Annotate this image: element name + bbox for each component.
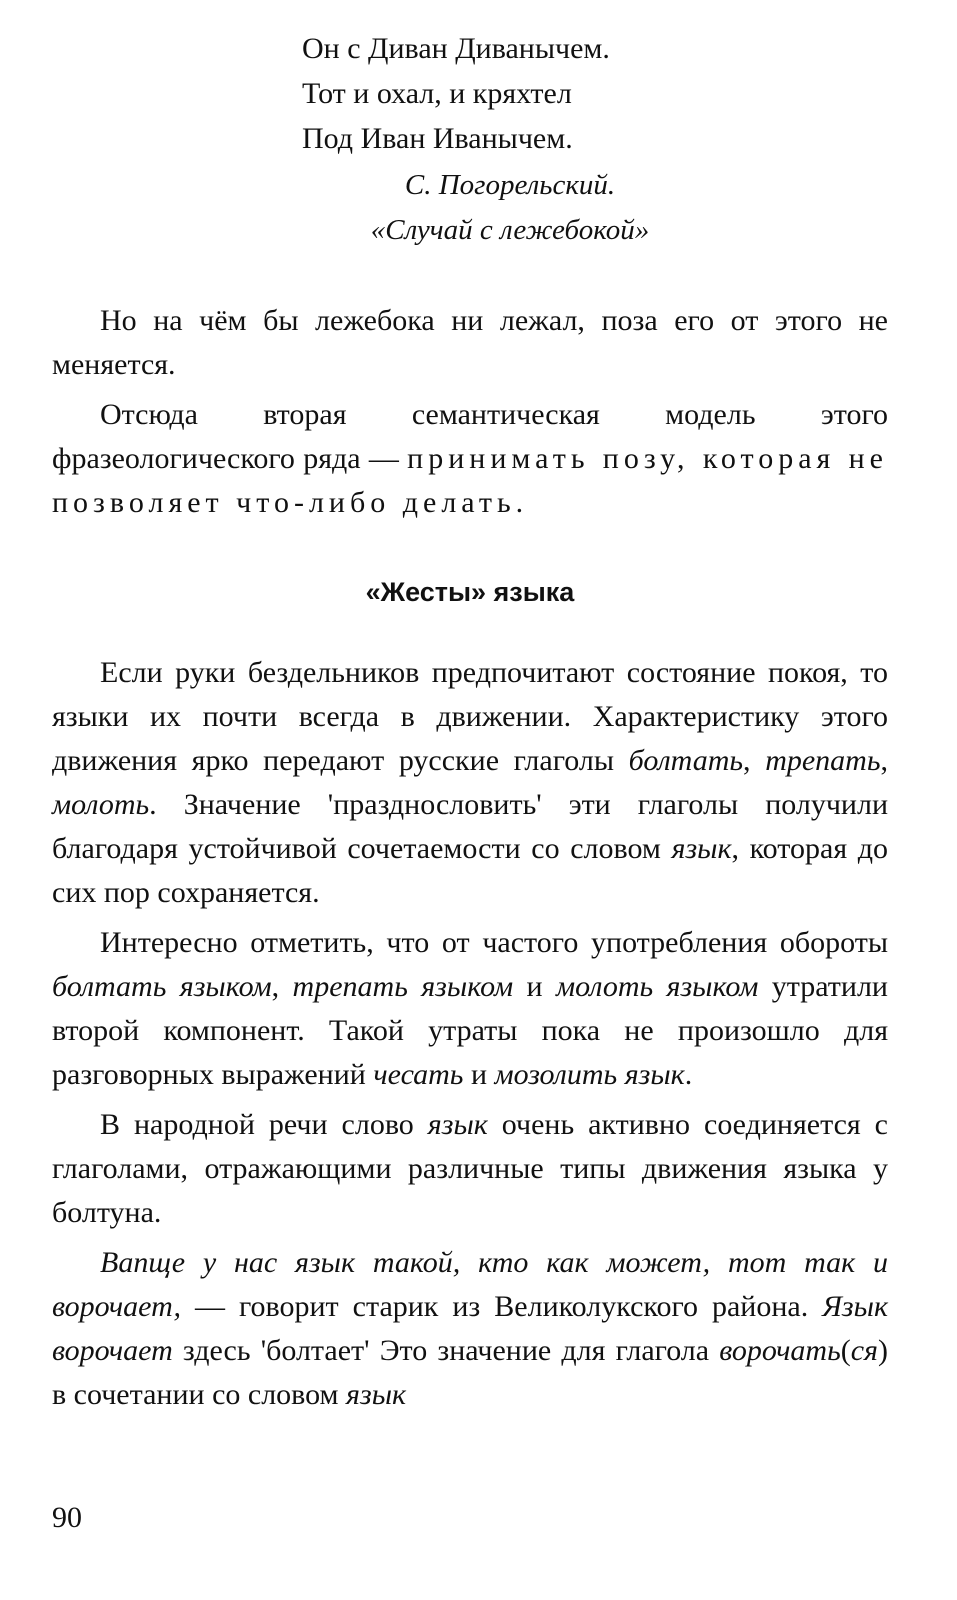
italic-term: трепать языком <box>292 970 514 1003</box>
paragraph <box>52 1241 888 1417</box>
italic-term: молоть языком <box>555 970 759 1003</box>
page-number: 90 <box>52 1501 82 1534</box>
paragraph-text: очень активно соединяется с глаголами, отражающими различные типы движения языка у болтуна. <box>52 1108 888 1229</box>
paragraph-text: ) в сочетании со словом <box>52 1334 888 1411</box>
italic-term: молоть <box>52 788 150 821</box>
paragraph-text: , <box>880 744 888 777</box>
attribution-author: С. Погорельский. <box>404 169 616 201</box>
italic-term: язык <box>671 832 732 865</box>
italic-term: болтать <box>628 744 744 777</box>
paragraph <box>52 393 888 525</box>
paragraph-text: ( <box>840 1334 851 1367</box>
verse-attribution <box>52 163 888 253</box>
italic-term: Язык ворочает <box>52 1290 888 1367</box>
paragraph-text: утратили второй компонент. Такой утраты пока не произошло для разговорных выражений <box>52 970 888 1091</box>
italic-term: язык <box>427 1108 488 1141</box>
paragraph-text: Отсюда вторая семантическая модель этого фразеологического ряда — <box>52 398 888 475</box>
paragraph <box>52 921 888 1097</box>
book-page <box>52 26 888 1417</box>
italic-term: трепать <box>765 744 881 777</box>
italic-term: мозолить язык <box>494 1058 685 1091</box>
attribution-title: «Случай с лежебокой» <box>370 214 650 246</box>
paragraph-text: . <box>684 1058 693 1091</box>
italic-term: язык <box>346 1378 407 1411</box>
spaced-emphasis: принимать позу, которая не позволяет что-либо делать. <box>52 442 888 519</box>
paragraph: Но на чём бы лежебока ни лежал, поза его от этого не меняется. <box>52 304 888 381</box>
paragraph-text: . Значение 'празднословить' эти глаголы получили благодаря устойчивой сочетаемости со словом <box>52 788 888 865</box>
verse-line: Он с Диван Диванычем. <box>302 32 610 65</box>
paragraph-text: , <box>743 744 766 777</box>
paragraph-text: здесь 'болтает' Это значение для глагола <box>172 1334 720 1367</box>
italic-term: ся <box>850 1334 878 1367</box>
paragraph-text: , которая до сих пор сохраняется. <box>52 832 889 909</box>
paragraph <box>52 1103 888 1235</box>
paragraph-text: Если руки бездельников предпочитают состояние покоя, то языки их почти всегда в движении. Характеристику этого движения ярко передают русские глаголы <box>52 656 888 777</box>
italic-term: ворочать <box>719 1334 841 1367</box>
italic-term: чесать <box>373 1058 464 1091</box>
verse-line: Тот и охал, и кряхтел <box>302 77 572 110</box>
paragraph-text: В народной речи слово <box>100 1108 428 1141</box>
section-heading: «Жесты» языка <box>365 577 575 607</box>
paragraph-text: Интересно отметить, что от частого употребления обороты <box>100 926 888 959</box>
verse-line: Под Иван Иванычем. <box>302 122 573 155</box>
verse-quote <box>302 26 888 161</box>
paragraph-text: , <box>271 970 293 1003</box>
italic-term: болтать языком <box>52 970 272 1003</box>
italic-quote: Вапще у нас язык такой, кто как может, тот так и ворочает, <box>52 1246 888 1323</box>
paragraph-text: — говорит старик из Великолукского района. <box>181 1290 823 1323</box>
paragraph-text: и <box>463 1058 495 1091</box>
paragraph-text: и <box>513 970 556 1003</box>
paragraph <box>52 651 888 915</box>
